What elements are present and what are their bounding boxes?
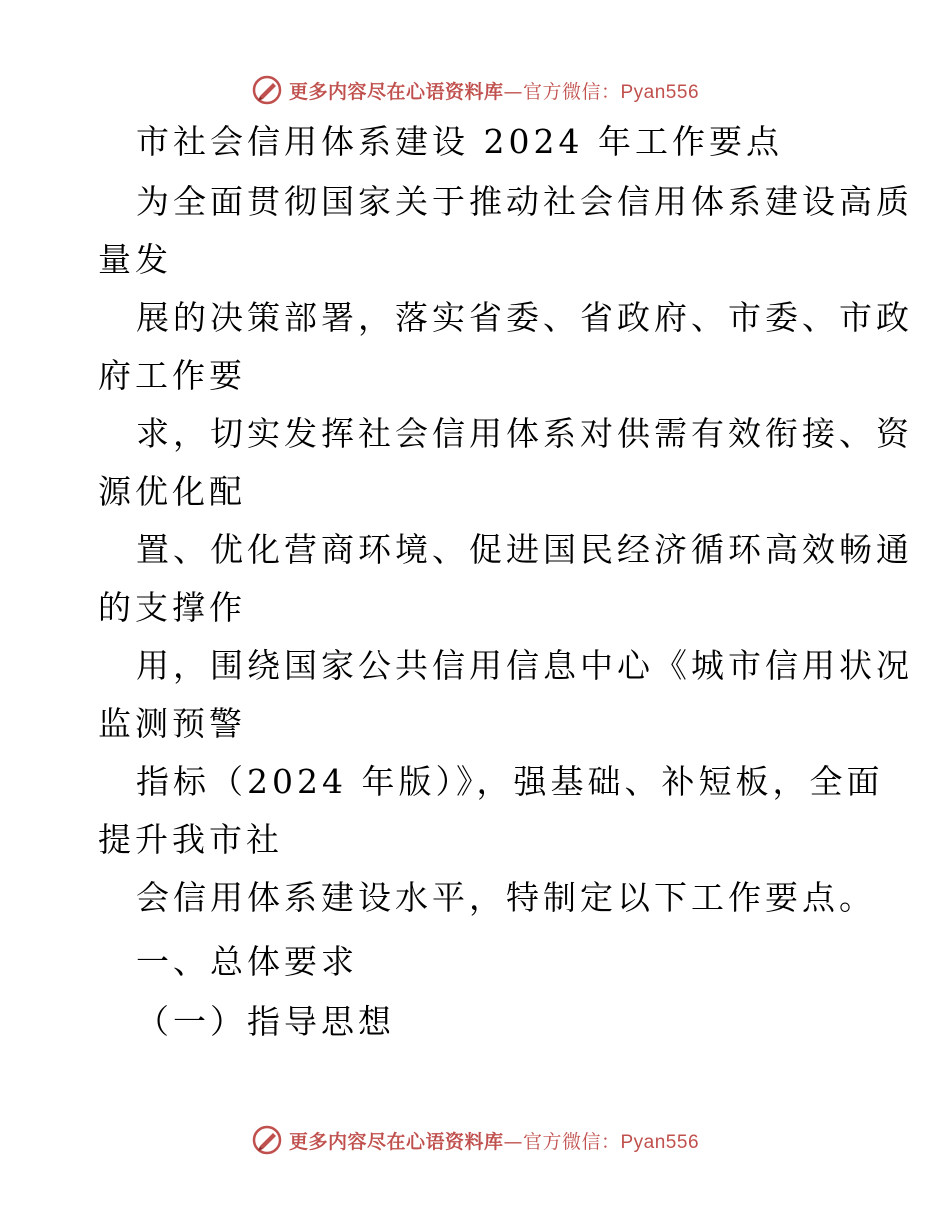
paragraph-line: 展的决策部署，落实省委、省政府、市委、市政 xyxy=(136,298,913,337)
paragraph-line: 置、优化营商环境、促进国民经济循环高效畅通 xyxy=(136,530,913,569)
banner-separator: — xyxy=(503,1130,523,1153)
banner-main-text: 更多内容尽在心语资料库 xyxy=(288,1130,504,1153)
paragraph-line: 源优化配 xyxy=(98,472,246,511)
footer-banner xyxy=(0,1120,950,1160)
banner-wechat-label: 官方微信： xyxy=(522,80,621,103)
document-title: 市社会信用体系建设 2024 年工作要点 xyxy=(136,122,783,161)
banner-wechat-account: Pyan556 xyxy=(620,81,700,103)
pen-logo-icon xyxy=(251,74,283,106)
header-banner xyxy=(0,70,950,110)
subsection-heading: （一）指导思想 xyxy=(136,1002,395,1041)
footer-banner-text xyxy=(289,1127,699,1154)
paragraph-line: 用，围绕国家公共信用信息中心《城市信用状况 xyxy=(136,646,913,685)
section-heading: 一、总体要求 xyxy=(136,942,358,981)
banner-main-text: 更多内容尽在心语资料库 xyxy=(288,80,504,103)
banner-wechat-account: Pyan556 xyxy=(620,1131,700,1153)
paragraph-line: 监测预警 xyxy=(98,704,246,743)
banner-wechat-label: 官方微信： xyxy=(522,1130,621,1153)
header-banner-inner xyxy=(251,74,699,106)
banner-separator: — xyxy=(503,80,523,103)
paragraph-line: 量发 xyxy=(98,240,172,279)
footer-banner-inner xyxy=(251,1124,699,1156)
paragraph-line: 会信用体系建设水平，特制定以下工作要点。 xyxy=(136,878,876,917)
pen-logo-icon xyxy=(251,1124,283,1156)
paragraph-line: 指标（2024 年版）》，强基础、补短板，全面 xyxy=(136,762,884,801)
paragraph-line: 提升我市社 xyxy=(98,820,283,859)
header-banner-text xyxy=(289,77,699,104)
paragraph-line: 为全面贯彻国家关于推动社会信用体系建设高质 xyxy=(136,182,913,221)
paragraph-line: 的支撑作 xyxy=(98,588,246,627)
paragraph-line: 求，切实发挥社会信用体系对供需有效衔接、资 xyxy=(136,414,913,453)
paragraph-line: 府工作要 xyxy=(98,356,246,395)
